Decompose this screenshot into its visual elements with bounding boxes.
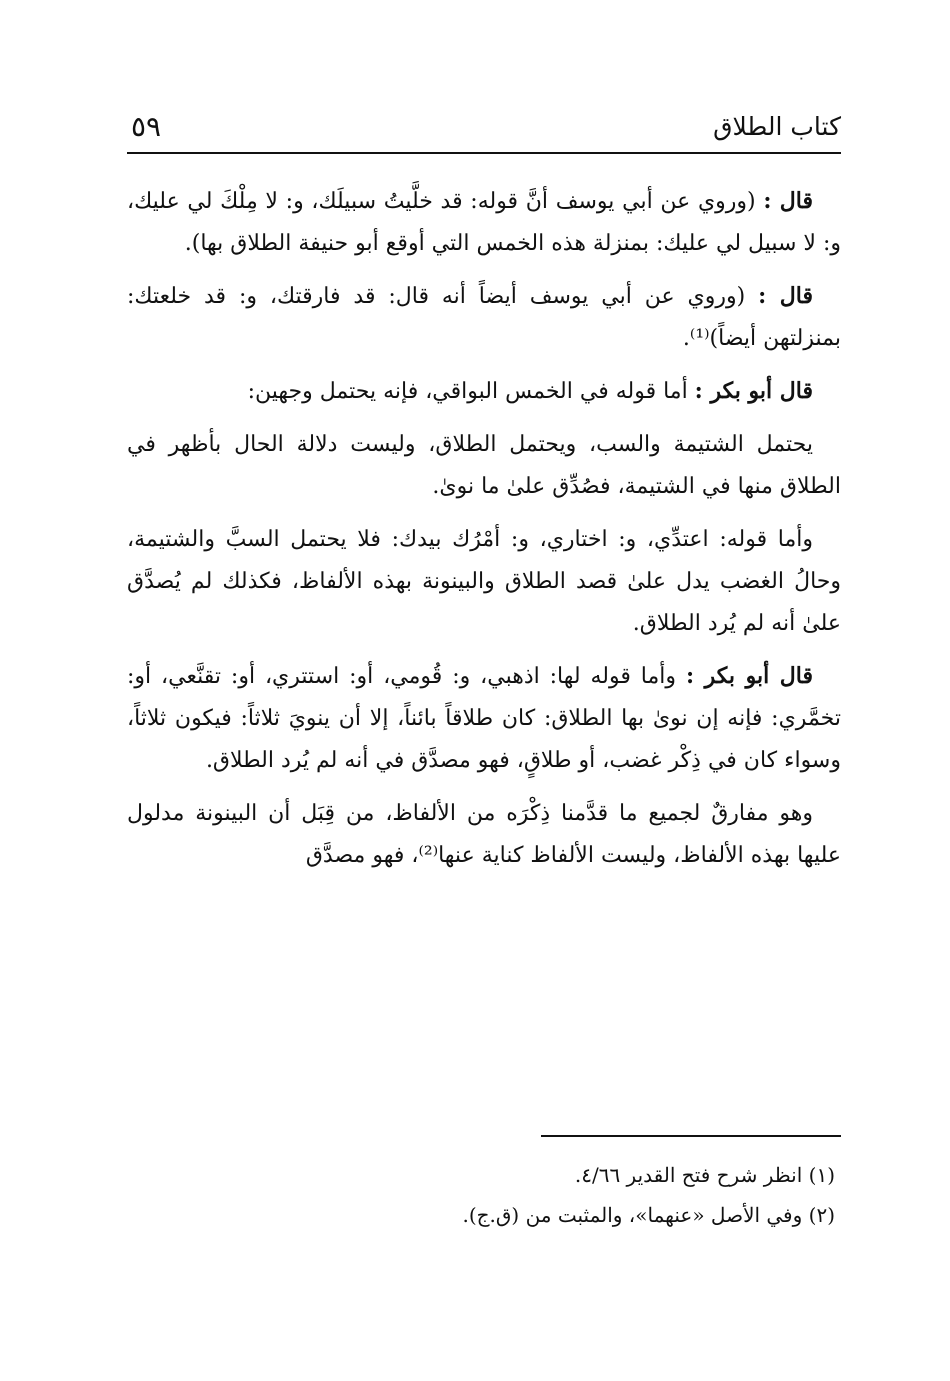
paragraph-6 [127, 655, 841, 782]
page-number: ٥٩ [131, 110, 162, 143]
main-text [127, 180, 841, 887]
paragraph-text: (وروي عن أبي يوسف أنَّ قوله: قد خلَّيتُ سبيلَك، و: لا مِلْكَ لي عليك، و: لا سبيل لي عليك: بمنزلة هذه الخمس التي أوقع أبو حنيفة الطلاق بها). [127, 189, 841, 256]
speaker-label: قال أبو بكر : [694, 378, 813, 404]
footnotes [127, 1155, 841, 1235]
paragraph-5 [127, 518, 841, 645]
paragraph-text: وأما قوله: اعتدِّي، و: اختاري، و: أمْرُك بيدك: فلا يحتمل السبَّ والشتيمة، وحالُ الغضب يدل علىٰ قصد الطلاق والبينونة بهذه الألفاظ، فكذلك لم يُصدَّق علىٰ أنه لم يُرد الطلاق. [127, 527, 841, 636]
footnote-1: (١) انظر شرح فتح القدير ٤/٦٦. [574, 1163, 835, 1187]
chapter-title: كتاب الطلاق [713, 112, 841, 141]
paragraph-text: أما قوله في الخمس البواقي، فإنه يحتمل وجهين: [247, 379, 695, 404]
speaker-label: قال أبو بكر : [685, 663, 813, 689]
paragraph-7 [127, 792, 841, 877]
speaker-label: قال : [763, 188, 814, 214]
paragraph-3 [127, 370, 841, 413]
footnote-divider [541, 1135, 841, 1137]
header-divider [127, 152, 841, 154]
paragraph-text: وأما قوله لها: اذهبي، و: قُومي، أو: استتري، أو: تقنَّعي، أو: تخمَّري: فإنه إن نوىٰ بها الطلاق: كان طلاقاً بائناً، إلا أن ينويَ ثلاثاً: فيكون ثلاثاً، وسواء كان في ذِكْر غضب، أو طلاقٍ، فهو مصدَّق في أنه لم يُرد الطلاق. [127, 664, 841, 773]
running-header [127, 100, 841, 154]
paragraph-text: وهو مفارقٌ لجميع ما قدَّمنا ذِكْرَه من الألفاظ، من قِبَل أن البينونة مدلول عليها بهذه الألفاظ، وليست الألفاظ كناية عنها⁽²⁾، فهو مصدَّق [127, 801, 841, 868]
paragraph-text: يحتمل الشتيمة والسب، ويحتمل الطلاق، وليست دلالة الحال بأظهر في الطلاق منها في الشتيمة، فصُدِّق علىٰ ما نوىٰ. [127, 432, 841, 499]
footnote-2: (٢) وفي الأصل «عنهما»، والمثبت من (ق.ج). [462, 1203, 835, 1227]
paragraph-4 [127, 423, 841, 508]
speaker-label: قال : [758, 283, 813, 309]
paragraph-2 [127, 275, 841, 360]
paragraph-text: (وروي عن أبي يوسف أيضاً أنه قال: قد فارقتك، و: قد خلعتك: بمنزلتهن أيضاً)⁽¹⁾. [127, 284, 841, 351]
paragraph-1 [127, 180, 841, 265]
